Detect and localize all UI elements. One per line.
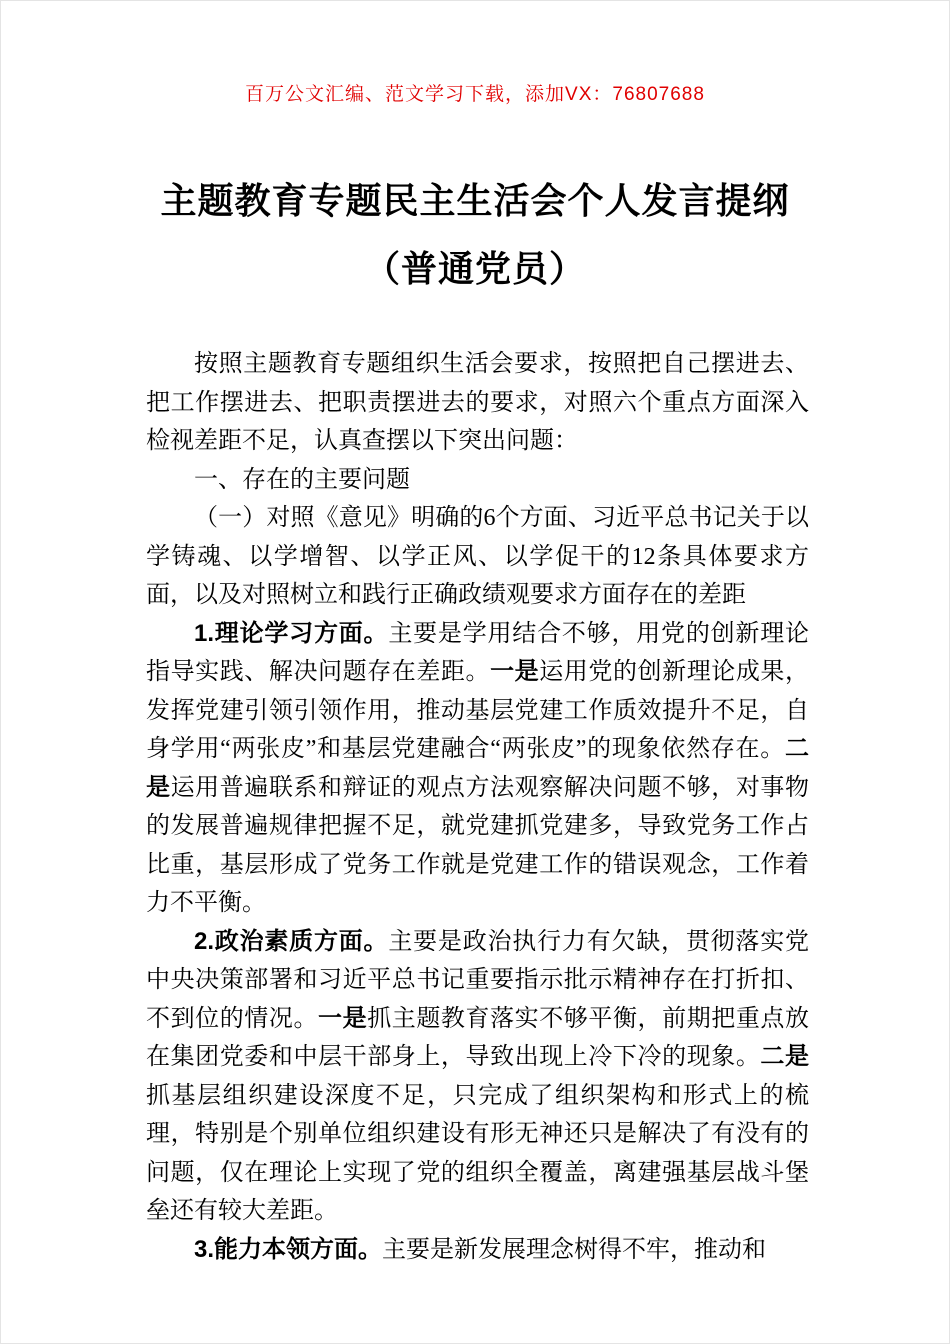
text-segment: 抓主题教育落实不够平衡，前期把重点放在集团党委和中层干部身上，导致出现上冷下冷的现象。 xyxy=(146,1005,810,1070)
text-segment: 运用普遍联系和辩证的观点方法观察解决问题不够，对事物的发展普遍规律把握不足，就党建抓党建多，导致党务工作占比重，基层形成了党务工作就是党建工作的错误观念，工作着力不平衡。 xyxy=(146,774,809,916)
paragraph xyxy=(146,615,809,923)
text-segment-bold: 一是 xyxy=(318,1004,368,1032)
document-title: 主题教育专题民主生活会个人发言提纲 xyxy=(160,180,790,221)
paragraph xyxy=(146,499,809,615)
paragraph xyxy=(146,1231,809,1270)
document-subtitle: （普通党员） xyxy=(363,248,586,289)
text-segment-bold: 一是 xyxy=(490,658,540,685)
text-segment: 按照主题教育专题组织生活会要求，按照把自己摆进去、把工作摆进去、把职责摆进去的要求，对照六个重点方面深入检视差距不足，认真查摆以下突出问题： xyxy=(146,351,809,454)
text-segment: 主要是学用结合不够，用党的创新理论指导实践、解决问题存在差距。 xyxy=(146,620,809,685)
text-segment: 一、存在的主要问题 xyxy=(194,466,410,493)
text-segment-bold: 3.能力本领方面。 xyxy=(194,1235,383,1263)
document-body xyxy=(1,289,949,1269)
paragraph-section-heading xyxy=(146,461,809,500)
text-segment: 主要是政治执行力有欠缺，贯彻落实党中央决策部署和习近平总书记重要指示批示精神存在打折扣、不到位的情况。 xyxy=(146,928,809,1032)
text-segment-bold: 2.政治素质方面。 xyxy=(194,927,389,955)
text-segment: （一）对照《意见》明确的6个方面、习近平总书记关于以学铸魂、以学增智、以学正风、以学促干的12条具体要求方面，以及对照树立和践行正确政绩观要求方面存在的差距 xyxy=(146,505,809,608)
text-segment: 运用党的创新理论成果，发挥党建引领引领作用，推动基层党建工作质效提升不足，自身学用“两张皮”和基层党建融合“两张皮”的现象依然存在。 xyxy=(146,659,810,762)
text-segment-bold: 1.理论学习方面。 xyxy=(194,619,389,647)
paragraph xyxy=(146,345,809,461)
text-segment: 主要是新发展理念树得不牢，推动和 xyxy=(382,1236,767,1263)
text-segment-bold: 二是 xyxy=(760,1043,809,1070)
paragraph xyxy=(146,923,809,1231)
promo-header-text: 百万公文汇编、范文学习下载，添加VX：76807688 xyxy=(245,84,705,105)
text-segment-bold: 二是 xyxy=(146,735,809,801)
text-segment: 抓基层组织建设深度不足，只完成了组织架构和形式上的梳理，特别是个别单位组织建设有形无神还只是解决了有没有的问题，仅在理论上实现了党的组织全覆盖，离建强基层战斗堡垒还有较大差距。 xyxy=(146,1082,809,1224)
